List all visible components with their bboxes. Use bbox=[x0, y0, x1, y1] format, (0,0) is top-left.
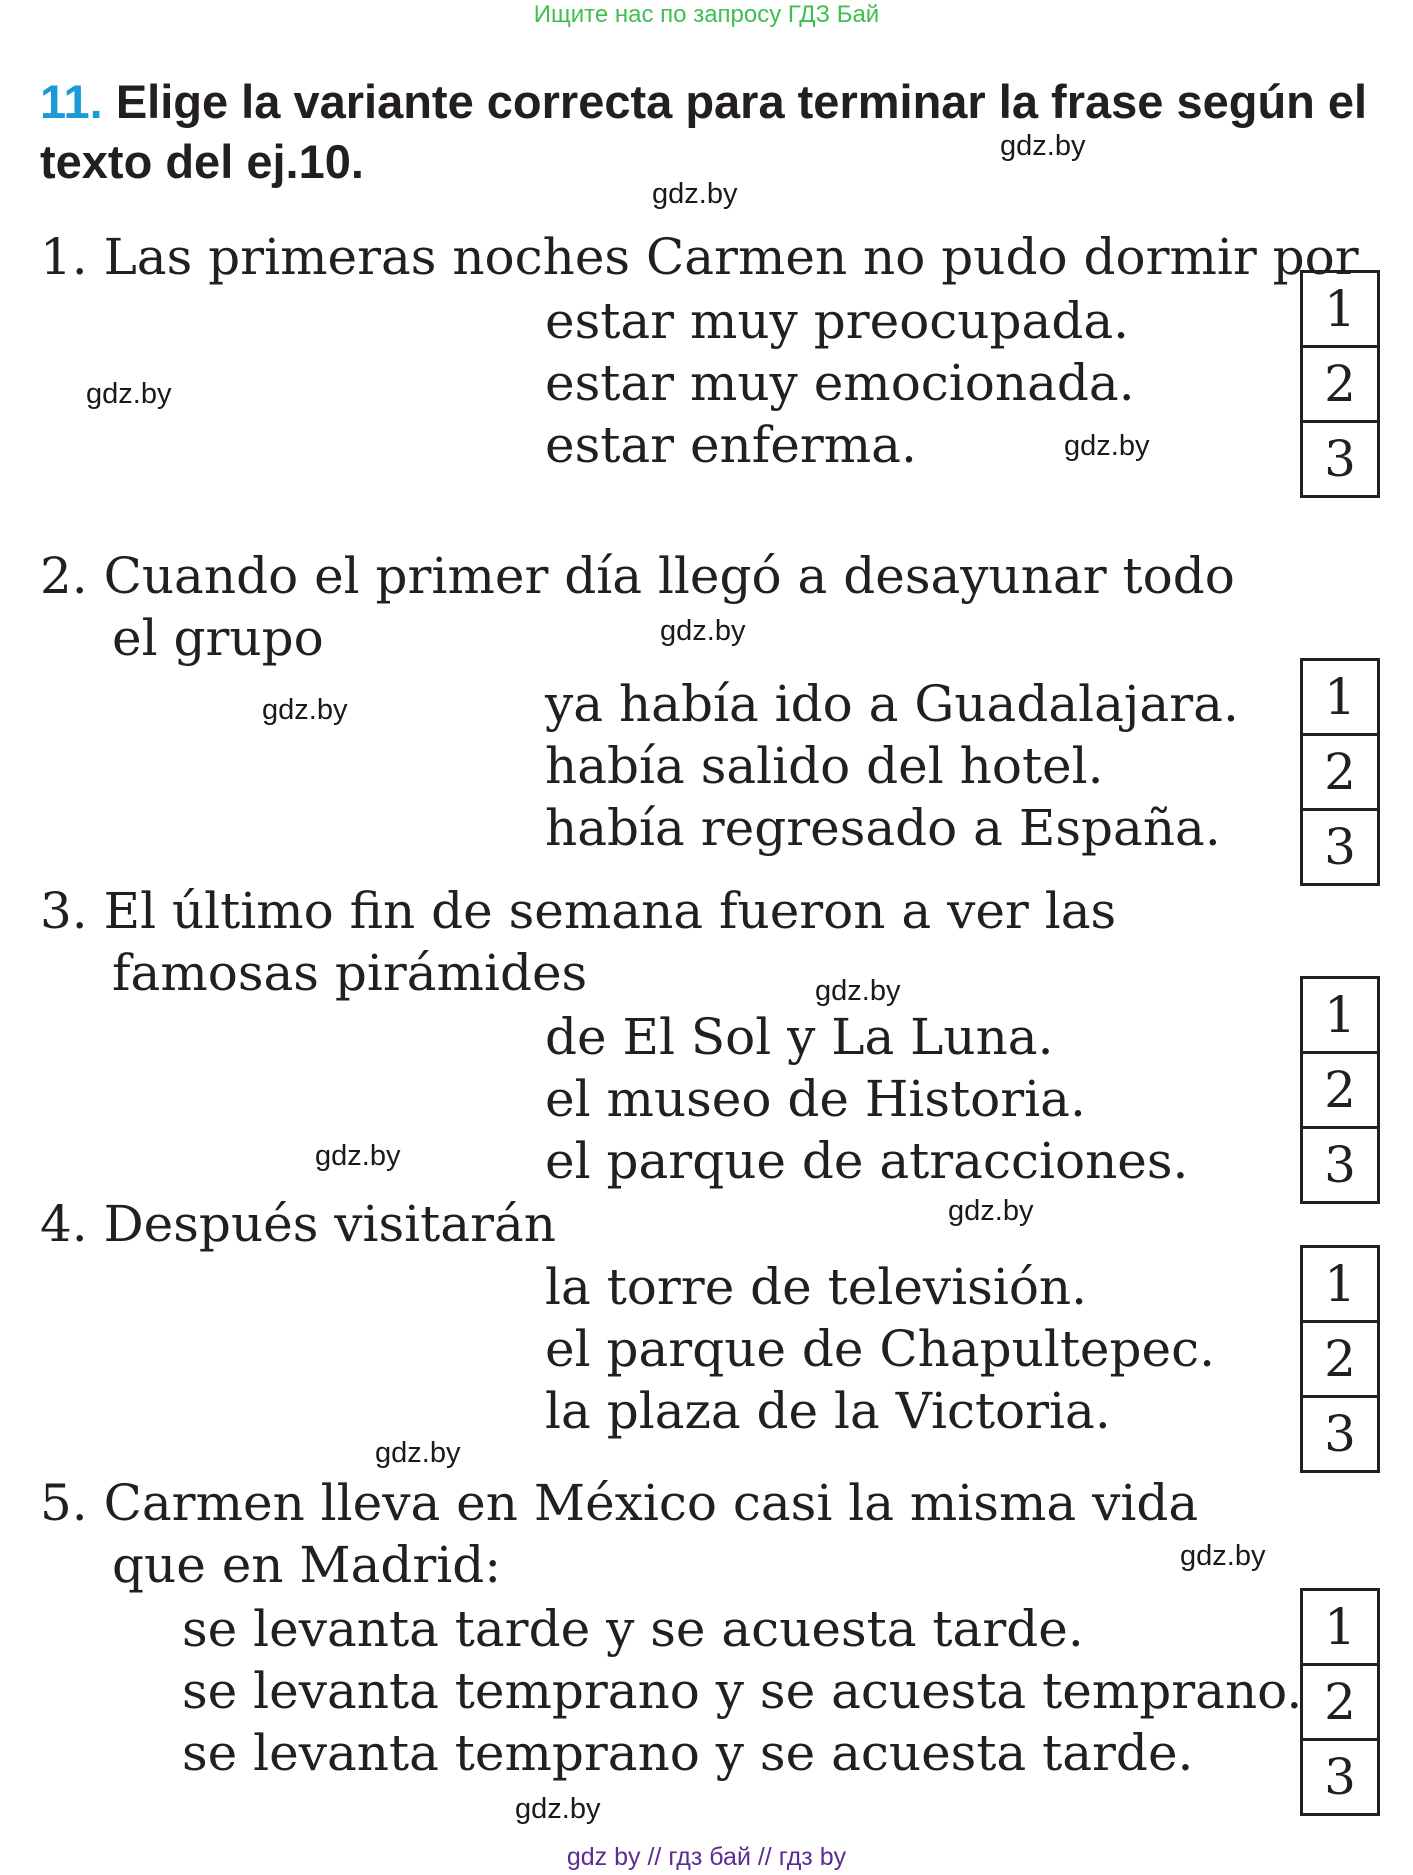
question-2 bbox=[40, 545, 1235, 669]
watermark: gdz.by bbox=[315, 1140, 401, 1172]
answer-box-1[interactable]: 1 bbox=[1303, 1591, 1377, 1666]
option-3: el parque de atracciones. bbox=[545, 1132, 1189, 1190]
exercise-title: Elige la variante correcta para terminar la frase según el texto del ej.10. bbox=[40, 75, 1368, 188]
answer-box-3[interactable]: 3 bbox=[1324, 1136, 1356, 1194]
answer-box-3[interactable]: 3 bbox=[1324, 430, 1356, 488]
question-3-options bbox=[545, 1006, 1188, 1192]
answer-box-2[interactable]: 2 bbox=[1303, 736, 1377, 811]
answer-box-3[interactable]: 3 bbox=[1324, 1405, 1356, 1463]
question-1-options bbox=[545, 290, 1135, 476]
answer-boxes-2 bbox=[1300, 658, 1380, 886]
watermark: gdz.by bbox=[948, 1195, 1034, 1227]
question-4 bbox=[40, 1193, 556, 1255]
question-4-options bbox=[545, 1256, 1215, 1442]
question-3 bbox=[40, 880, 1116, 1004]
watermark: gdz.by bbox=[1180, 1540, 1266, 1572]
answer-box-2[interactable]: 2 bbox=[1303, 1054, 1377, 1129]
answer-boxes-1 bbox=[1300, 270, 1380, 498]
option-3: se levanta temprano y se acuesta tarde. bbox=[182, 1724, 1194, 1782]
option-3: había regresado a España. bbox=[545, 799, 1221, 857]
answer-box-2[interactable]: 2 bbox=[1303, 1323, 1377, 1398]
watermark: gdz.by bbox=[375, 1437, 461, 1469]
answer-boxes-3 bbox=[1300, 976, 1380, 1204]
question-2-options bbox=[545, 673, 1239, 859]
question-prompt: 3. El último fin de semana fueron a ver las bbox=[40, 882, 1117, 940]
question-prompt-continuation: famosas pirámides bbox=[112, 944, 588, 1002]
question-prompt: 5. Carmen lleva en México casi la misma vida bbox=[40, 1474, 1199, 1532]
watermark: gdz.by bbox=[86, 378, 172, 410]
option-2: se levanta temprano y se acuesta temprano. bbox=[182, 1662, 1303, 1720]
answer-box-1[interactable]: 1 bbox=[1303, 273, 1377, 348]
question-5-options bbox=[182, 1598, 1302, 1784]
answer-box-2[interactable]: 2 bbox=[1303, 348, 1377, 423]
option-1: estar muy preocupada. bbox=[545, 292, 1130, 350]
watermark: gdz.by bbox=[660, 615, 746, 647]
option-2: había salido del hotel. bbox=[545, 737, 1104, 795]
top-banner: Ищите нас по запросу ГДЗ Бай bbox=[533, 1, 880, 28]
watermark: gdz.by bbox=[1000, 130, 1086, 162]
answer-boxes-4 bbox=[1300, 1245, 1380, 1473]
option-1: de El Sol y La Luna. bbox=[545, 1008, 1054, 1066]
watermark: gdz.by bbox=[815, 975, 901, 1007]
option-1: se levanta tarde y se acuesta tarde. bbox=[182, 1600, 1084, 1658]
footer-links: gdz by // гдз бай // гдз by bbox=[566, 1843, 847, 1871]
question-5 bbox=[40, 1472, 1198, 1596]
question-1 bbox=[40, 226, 1359, 288]
question-prompt: 1. Las primeras noches Carmen no pudo dormir por bbox=[40, 228, 1359, 286]
option-1: la torre de televisión. bbox=[545, 1258, 1088, 1316]
answer-box-1[interactable]: 1 bbox=[1303, 661, 1377, 736]
option-2: estar muy emocionada. bbox=[545, 354, 1135, 412]
watermark: gdz.by bbox=[1064, 430, 1150, 462]
question-prompt: 4. Después visitarán bbox=[40, 1195, 556, 1253]
option-1: ya había ido a Guadalajara. bbox=[545, 675, 1239, 733]
answer-box-3[interactable]: 3 bbox=[1324, 1748, 1356, 1806]
question-prompt: 2. Cuando el primer día llegó a desayunar todo bbox=[40, 547, 1235, 605]
watermark: gdz.by bbox=[652, 178, 738, 210]
watermark: gdz.by bbox=[262, 694, 348, 726]
answer-box-3[interactable]: 3 bbox=[1324, 818, 1356, 876]
option-3: la plaza de la Victoria. bbox=[545, 1382, 1111, 1440]
watermark: gdz.by bbox=[515, 1793, 601, 1825]
answer-box-1[interactable]: 1 bbox=[1303, 1248, 1377, 1323]
option-2: el parque de Chapultepec. bbox=[545, 1320, 1216, 1378]
question-prompt-continuation: el grupo bbox=[112, 609, 324, 667]
question-prompt-continuation: que en Madrid: bbox=[112, 1536, 502, 1594]
answer-box-2[interactable]: 2 bbox=[1303, 1666, 1377, 1741]
exercise-heading bbox=[40, 72, 1380, 192]
option-2: el museo de Historia. bbox=[545, 1070, 1086, 1128]
option-3: estar enferma. bbox=[545, 416, 917, 474]
answer-boxes-5 bbox=[1300, 1588, 1380, 1816]
exercise-number: 11. bbox=[40, 75, 103, 128]
answer-box-1[interactable]: 1 bbox=[1303, 979, 1377, 1054]
